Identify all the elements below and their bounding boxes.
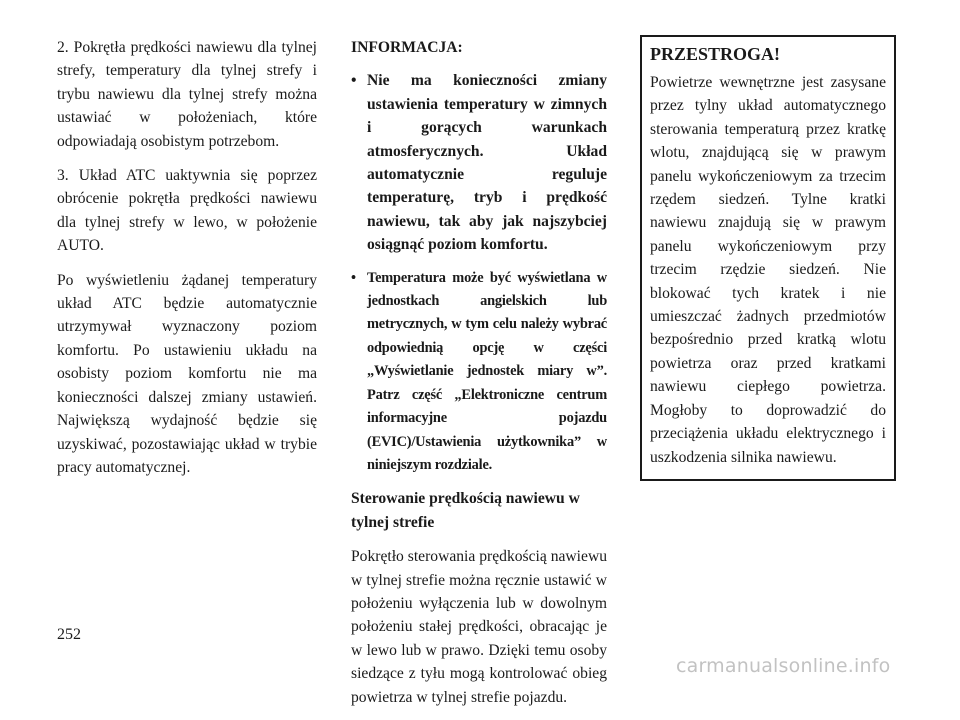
paragraph-step-3: 3. Układ ATC uaktywnia się poprzez obrócenie pokrętła prędkości nawiewu dla tylnej strefy w lewo, w położenie AUTO. (57, 167, 317, 255)
page-number: 252 (57, 626, 81, 643)
note-heading: INFORMACJA: (351, 39, 463, 56)
paragraph-atc-comfort: Po wyświetleniu żądanej temperatury układ ATC będzie automatycznie utrzymywał wyznaczony poziom komfortu. Po ustawieniu układu na osobisty poziom komfortu nie ma konieczności dalszej zmiany ustawień. Największą wydajność będzie się uzyskiwać, pozostawiając układ w trybie pracy automatycznej. (57, 271, 317, 476)
right-column (640, 35, 896, 481)
rear-blower-paragraph: Pokrętło sterowania prędkością nawiewu w tylnej strefie można ręcznie ustawić w położeniu wyłączenia lub w dowolnym położeniu stałej prędkości, obracając je w lewo lub w prawo. Dzięki temu osoby siedzące z tyłu mogą kontrolować obieg powietrza w tylnej strefie pojazdu. (351, 548, 607, 706)
note-bullet-item (351, 267, 607, 478)
middle-column (351, 36, 607, 720)
note-bullet-list (351, 69, 607, 477)
paragraph-step-2: 2. Pokrętła prędkości nawiewu dla tylnej strefy, temperatury dla tylnej strefy i trybu nawiewu dla tylnej strefy można ustawiać w położeniach, które odpowiadają osobistym potrzebom. (57, 39, 317, 150)
note-bullet-text: Temperatura może być wyświetlana w jednostkach angielskich lub metrycznych, w tym celu należy wybrać odpowiednią opcję w części „Wyświetlanie jednostek miary w”. Patrz część „Elektroniczne centrum informacyjne pojazdu (EVIC)/Ustawienia użytkownika” w niniejszym rozdziale. (367, 269, 607, 473)
caution-box (640, 35, 896, 481)
watermark: carmanualsonline.info (676, 655, 891, 677)
subheading-line-1: Sterowanie prędkością nawiewu w (351, 490, 580, 508)
section-subheading (351, 487, 607, 534)
caution-text: Powietrze wewnętrzne jest zasysane przez tylny układ automatycznego sterowania temperaturą przez kratkę wlotu, znajdującą się w prawym panelu wykończeniowym za trzecim rzędem siedzeń. Tylne kratki nawiewu znajdują się w prawym panelu wykończeniowym przy trzecim rzędzie siedzeń. Nie blokować tych kratek i nie umieszczać żadnych przedmiotów bezpośrednio przed kratką wlotu powietrza oraz przed kratkami nawiewu ciepłego powietrza. Mogłoby to doprowadzić do przeciążenia układu elektrycznego i uszkodzenia silnika nawiewu. (650, 74, 886, 466)
bullet-icon: • (351, 269, 356, 286)
note-bullet-text: Nie ma konieczności zmiany ustawienia temperatury w zimnych i gorących warunkach atmosferycznych. Układ automatycznie reguluje temperaturę, tryb i prędkość nawiewu, tak aby jak najszybciej osiągnąć poziom komfortu. (367, 72, 607, 254)
caution-title: PRZESTROGA! (650, 44, 781, 64)
subheading-line-2: tylnej strefie (351, 513, 435, 531)
note-bullet-item (351, 69, 607, 256)
left-column (57, 36, 317, 490)
bullet-icon: • (351, 72, 357, 90)
